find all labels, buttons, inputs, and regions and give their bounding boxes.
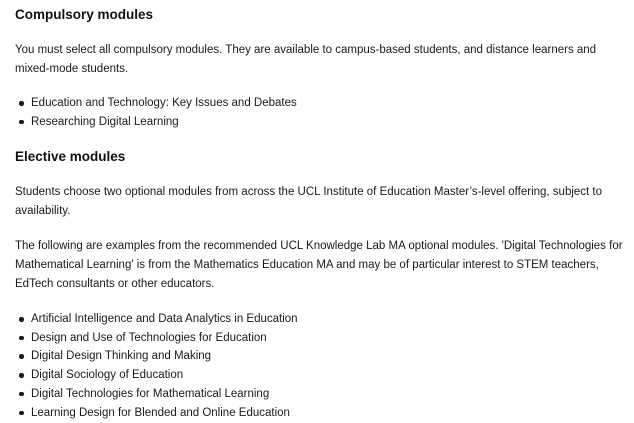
- list-item: [15, 94, 297, 113]
- bullet-icon: [19, 392, 24, 397]
- list-item: [15, 310, 298, 329]
- elective-modules-intro: Students choose two optional modules from across the UCL Institute of Education Master’s-level offering, subject to availability.: [15, 186, 603, 217]
- module-name: Education and Technology: Key Issues and Debates: [31, 97, 297, 109]
- bullet-icon: [19, 336, 24, 341]
- module-name: Design and Use of Technologies for Education: [31, 331, 267, 344]
- bullet-icon: [19, 317, 24, 322]
- elective-modules-heading: Elective modules: [15, 149, 126, 164]
- module-name: Digital Technologies for Mathematical Learning: [31, 387, 270, 400]
- list-item: [15, 329, 298, 348]
- bullet-icon: [19, 354, 24, 359]
- module-name: Artificial Intelligence and Data Analytics in Education: [31, 313, 298, 325]
- list-item: [15, 404, 298, 423]
- module-name: Learning Design for Blended and Online Education: [31, 406, 290, 419]
- compulsory-modules-list: [15, 94, 297, 131]
- bullet-icon: [19, 411, 24, 416]
- bullet-icon: [19, 101, 24, 106]
- module-name: Digital Design Thinking and Making: [31, 350, 212, 363]
- module-name: Researching Digital Learning: [31, 115, 179, 128]
- list-item: [15, 113, 297, 132]
- elective-modules-list: [15, 310, 298, 422]
- list-item: [15, 347, 298, 366]
- module-name: Digital Sociology of Education: [31, 369, 184, 382]
- bullet-icon: [19, 120, 24, 125]
- list-item: [15, 366, 298, 385]
- compulsory-modules-intro: You must select all compulsory modules. They are available to campus-based students, and distance learners and mixed-mode students.: [15, 44, 597, 75]
- elective-modules-examples: The following are examples from the recommended UCL Knowledge Lab MA optional modules. 'Digital Technologies for Mathematical Learning' is from the Mathematics Education MA and may be of particular interest to STEM teachers, EdTech consultants or other educators.: [15, 240, 623, 290]
- compulsory-modules-heading: Compulsory modules: [15, 7, 154, 22]
- list-item: [15, 385, 298, 404]
- bullet-icon: [19, 373, 24, 378]
